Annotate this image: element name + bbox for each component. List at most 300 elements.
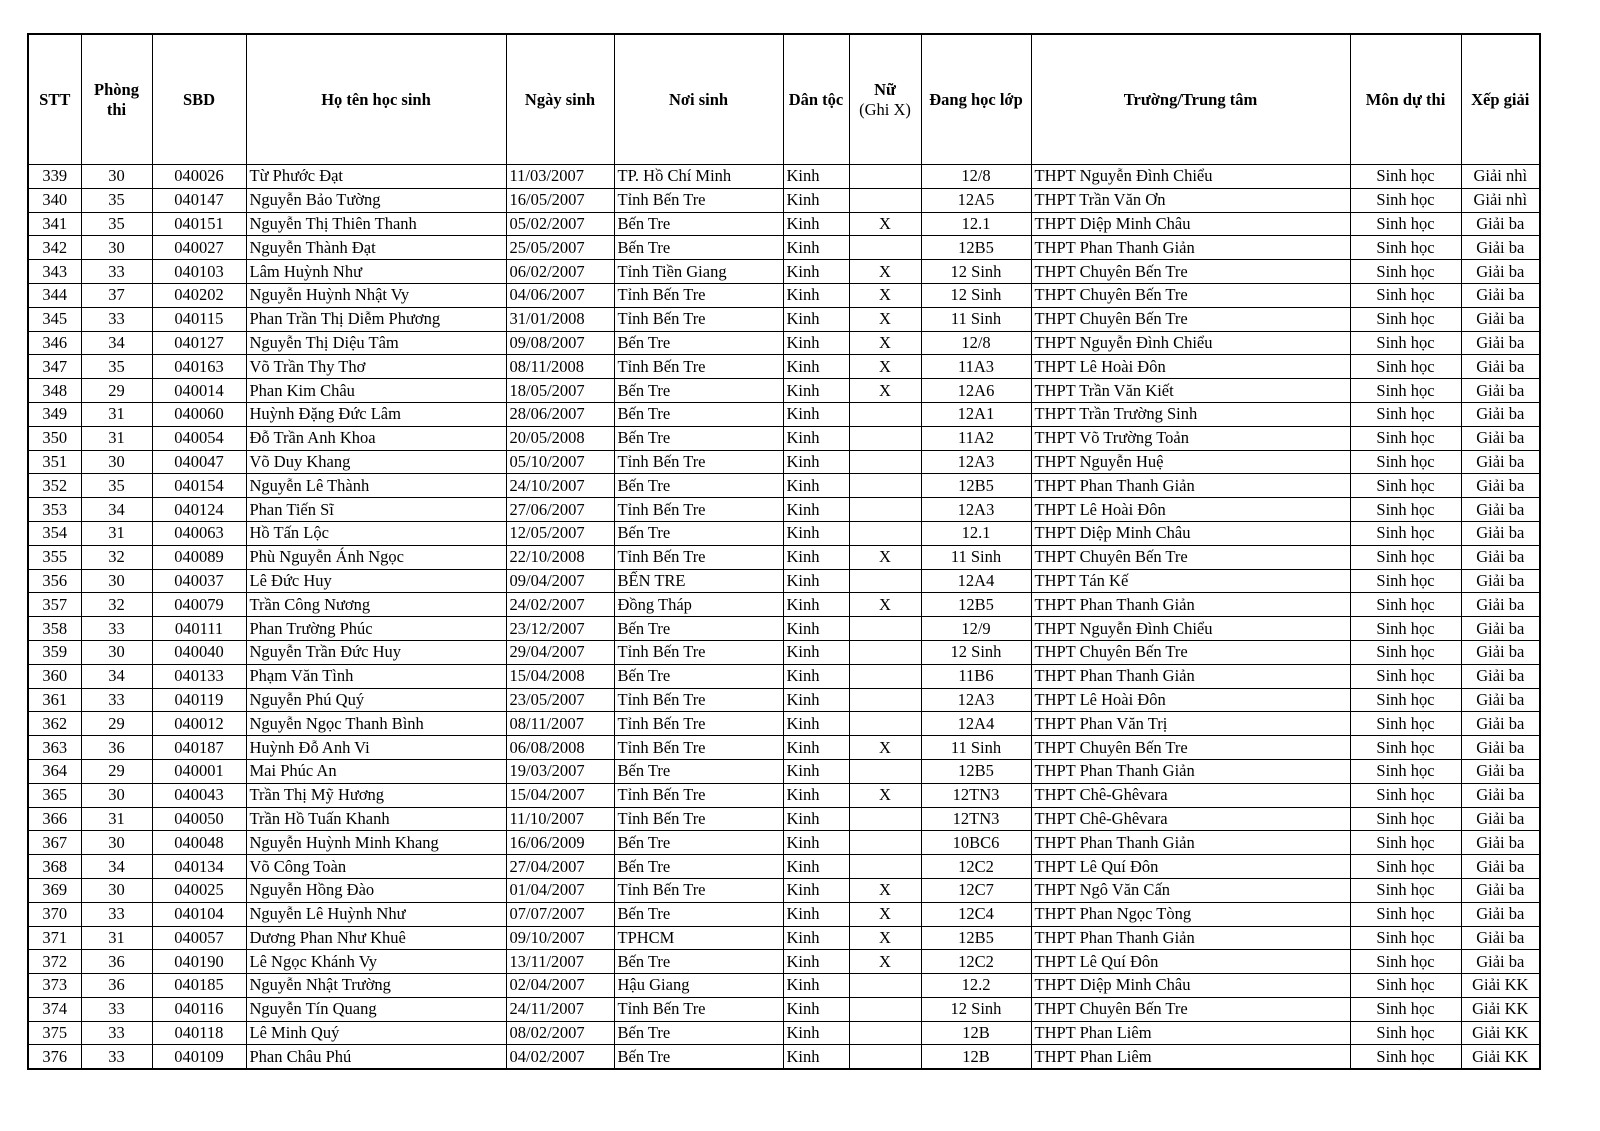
cell-nu [849,855,921,879]
cell-lop: 12 Sinh [921,283,1031,307]
cell-ngay-sinh: 23/12/2007 [506,617,614,641]
cell-ngay-sinh: 13/11/2007 [506,950,614,974]
table-row [28,1021,1540,1045]
cell-mon: Sinh học [1350,450,1461,474]
cell-sbd: 040025 [152,878,246,902]
cell-nu: X [849,260,921,284]
header-truong: Trường/Trung tâm [1031,34,1350,165]
cell-phong-thi: 36 [81,736,152,760]
cell-xep-giai: Giải nhì [1461,188,1540,212]
cell-truong: THPT Võ Trường Toản [1031,426,1350,450]
cell-stt: 350 [28,426,81,450]
table-row [28,974,1540,998]
cell-noi-sinh: Bến Tre [614,617,783,641]
cell-ngay-sinh: 16/06/2009 [506,831,614,855]
cell-noi-sinh: Tỉnh Bến Tre [614,712,783,736]
cell-xep-giai: Giải ba [1461,712,1540,736]
cell-sbd: 040124 [152,498,246,522]
cell-ho-ten: Lâm Huỳnh Như [246,260,506,284]
cell-lop: 12 Sinh [921,640,1031,664]
cell-sbd: 040104 [152,902,246,926]
cell-nu [849,402,921,426]
cell-truong: THPT Nguyễn Đình Chiểu [1031,165,1350,189]
cell-phong-thi: 32 [81,545,152,569]
cell-dan-toc: Kinh [783,950,849,974]
cell-xep-giai: Giải ba [1461,474,1540,498]
cell-xep-giai: Giải ba [1461,664,1540,688]
cell-truong: THPT Lê Quí Đôn [1031,950,1350,974]
cell-truong: THPT Diệp Minh Châu [1031,212,1350,236]
cell-noi-sinh: Bến Tre [614,831,783,855]
table-row [28,736,1540,760]
cell-ngay-sinh: 15/04/2007 [506,783,614,807]
cell-phong-thi: 34 [81,855,152,879]
cell-mon: Sinh học [1350,545,1461,569]
cell-noi-sinh: Bến Tre [614,331,783,355]
cell-ho-ten: Nguyễn Hồng Đào [246,878,506,902]
cell-lop: 12B [921,1045,1031,1069]
table-row [28,355,1540,379]
cell-ho-ten: Võ Duy Khang [246,450,506,474]
cell-xep-giai: Giải ba [1461,498,1540,522]
results-table [27,33,1541,1070]
cell-dan-toc: Kinh [783,617,849,641]
cell-ngay-sinh: 16/05/2007 [506,188,614,212]
cell-noi-sinh: Tỉnh Bến Tre [614,688,783,712]
cell-sbd: 040116 [152,997,246,1021]
cell-stt: 353 [28,498,81,522]
cell-dan-toc: Kinh [783,807,849,831]
cell-xep-giai: Giải ba [1461,569,1540,593]
cell-ho-ten: Phan Tiến Sĩ [246,498,506,522]
cell-mon: Sinh học [1350,783,1461,807]
cell-phong-thi: 35 [81,355,152,379]
cell-nu: X [849,331,921,355]
cell-stt: 359 [28,640,81,664]
cell-ngay-sinh: 07/07/2007 [506,902,614,926]
cell-sbd: 040103 [152,260,246,284]
cell-mon: Sinh học [1350,950,1461,974]
cell-dan-toc: Kinh [783,474,849,498]
table-row [28,878,1540,902]
cell-truong: THPT Phan Ngọc Tòng [1031,902,1350,926]
cell-ho-ten: Dương Phan Như Khuê [246,926,506,950]
table-header [28,34,1540,165]
cell-ngay-sinh: 24/10/2007 [506,474,614,498]
cell-lop: 12/8 [921,331,1031,355]
cell-nu [849,664,921,688]
cell-phong-thi: 34 [81,664,152,688]
cell-truong: THPT Chuyên Bến Tre [1031,736,1350,760]
table-row [28,855,1540,879]
cell-noi-sinh: BẾN TRE [614,569,783,593]
cell-dan-toc: Kinh [783,569,849,593]
cell-dan-toc: Kinh [783,1045,849,1069]
cell-mon: Sinh học [1350,664,1461,688]
table-row [28,950,1540,974]
cell-mon: Sinh học [1350,926,1461,950]
cell-xep-giai: Giải ba [1461,545,1540,569]
cell-stt: 358 [28,617,81,641]
cell-xep-giai: Giải ba [1461,855,1540,879]
cell-stt: 347 [28,355,81,379]
cell-xep-giai: Giải ba [1461,260,1540,284]
cell-truong: THPT Phan Thanh Giản [1031,664,1350,688]
cell-noi-sinh: Bến Tre [614,236,783,260]
cell-xep-giai: Giải ba [1461,379,1540,403]
cell-noi-sinh: Tỉnh Bến Tre [614,545,783,569]
cell-stt: 374 [28,997,81,1021]
cell-lop: 11A2 [921,426,1031,450]
cell-ho-ten: Nguyễn Huỳnh Minh Khang [246,831,506,855]
cell-ho-ten: Nguyễn Bảo Tường [246,188,506,212]
cell-lop: 12.1 [921,212,1031,236]
header-phong-thi: Phòng thi [81,34,152,165]
cell-noi-sinh: Bến Tre [614,474,783,498]
cell-ho-ten: Nguyễn Phú Quý [246,688,506,712]
cell-dan-toc: Kinh [783,878,849,902]
cell-truong: THPT Phan Thanh Giản [1031,236,1350,260]
cell-noi-sinh: Bến Tre [614,402,783,426]
cell-stt: 342 [28,236,81,260]
cell-mon: Sinh học [1350,355,1461,379]
cell-nu [849,521,921,545]
cell-truong: THPT Phan Thanh Giản [1031,831,1350,855]
header-dan-toc: Dân tộc [783,34,849,165]
cell-sbd: 040026 [152,165,246,189]
cell-nu [849,974,921,998]
cell-noi-sinh: TP. Hồ Chí Minh [614,165,783,189]
cell-phong-thi: 31 [81,426,152,450]
cell-phong-thi: 30 [81,236,152,260]
cell-sbd: 040001 [152,759,246,783]
cell-ho-ten: Phù Nguyễn Ánh Ngọc [246,545,506,569]
cell-mon: Sinh học [1350,283,1461,307]
cell-ngay-sinh: 08/02/2007 [506,1021,614,1045]
cell-lop: 11A3 [921,355,1031,379]
table-row [28,331,1540,355]
header-xep-giai: Xếp giải [1461,34,1540,165]
cell-ho-ten: Phan Trần Thị Diễm Phương [246,307,506,331]
cell-nu [849,165,921,189]
cell-truong: THPT Chuyên Bến Tre [1031,545,1350,569]
header-noi-sinh: Nơi sinh [614,34,783,165]
cell-mon: Sinh học [1350,474,1461,498]
cell-ho-ten: Trần Thị Mỹ Hương [246,783,506,807]
cell-xep-giai: Giải ba [1461,450,1540,474]
cell-nu: X [849,736,921,760]
cell-sbd: 040054 [152,426,246,450]
cell-mon: Sinh học [1350,426,1461,450]
cell-xep-giai: Giải ba [1461,759,1540,783]
cell-dan-toc: Kinh [783,260,849,284]
cell-ho-ten: Trần Công Nương [246,593,506,617]
table-row [28,450,1540,474]
cell-ngay-sinh: 19/03/2007 [506,759,614,783]
cell-ngay-sinh: 04/02/2007 [506,1045,614,1069]
cell-stt: 349 [28,402,81,426]
cell-noi-sinh: Bến Tre [614,521,783,545]
cell-dan-toc: Kinh [783,997,849,1021]
cell-noi-sinh: Bến Tre [614,664,783,688]
cell-xep-giai: Giải ba [1461,688,1540,712]
table-row [28,545,1540,569]
table-row [28,426,1540,450]
cell-ngay-sinh: 24/02/2007 [506,593,614,617]
cell-mon: Sinh học [1350,807,1461,831]
cell-stt: 363 [28,736,81,760]
cell-noi-sinh: Tỉnh Bến Tre [614,283,783,307]
cell-lop: 12A3 [921,450,1031,474]
cell-lop: 12B5 [921,236,1031,260]
cell-truong: THPT Trần Trường Sinh [1031,402,1350,426]
cell-stt: 355 [28,545,81,569]
cell-truong: THPT Trần Văn Kiết [1031,379,1350,403]
cell-lop: 12A3 [921,498,1031,522]
cell-nu [849,426,921,450]
cell-mon: Sinh học [1350,640,1461,664]
cell-phong-thi: 31 [81,807,152,831]
cell-phong-thi: 33 [81,1021,152,1045]
cell-nu: X [849,307,921,331]
cell-sbd: 040202 [152,283,246,307]
cell-dan-toc: Kinh [783,212,849,236]
cell-mon: Sinh học [1350,593,1461,617]
cell-phong-thi: 35 [81,188,152,212]
cell-dan-toc: Kinh [783,783,849,807]
cell-phong-thi: 33 [81,997,152,1021]
table-row [28,712,1540,736]
cell-lop: 12A1 [921,402,1031,426]
cell-stt: 367 [28,831,81,855]
cell-ngay-sinh: 09/04/2007 [506,569,614,593]
cell-mon: Sinh học [1350,736,1461,760]
cell-lop: 12TN3 [921,783,1031,807]
cell-ho-ten: Trần Hồ Tuấn Khanh [246,807,506,831]
cell-dan-toc: Kinh [783,283,849,307]
cell-stt: 364 [28,759,81,783]
cell-xep-giai: Giải KK [1461,1045,1540,1069]
cell-phong-thi: 33 [81,1045,152,1069]
cell-dan-toc: Kinh [783,355,849,379]
cell-xep-giai: Giải ba [1461,331,1540,355]
cell-lop: 12A4 [921,712,1031,736]
cell-sbd: 040151 [152,212,246,236]
cell-mon: Sinh học [1350,1045,1461,1069]
cell-sbd: 040134 [152,855,246,879]
cell-stt: 352 [28,474,81,498]
cell-dan-toc: Kinh [783,926,849,950]
cell-stt: 346 [28,331,81,355]
cell-phong-thi: 34 [81,331,152,355]
cell-lop: 11 Sinh [921,545,1031,569]
cell-xep-giai: Giải ba [1461,878,1540,902]
cell-nu: X [849,355,921,379]
cell-xep-giai: Giải ba [1461,640,1540,664]
cell-xep-giai: Giải ba [1461,783,1540,807]
cell-stt: 357 [28,593,81,617]
cell-truong: THPT Ngô Văn Cấn [1031,878,1350,902]
cell-nu: X [849,212,921,236]
cell-mon: Sinh học [1350,569,1461,593]
cell-noi-sinh: Tỉnh Bến Tre [614,450,783,474]
cell-ho-ten: Từ Phước Đạt [246,165,506,189]
cell-nu [849,1045,921,1069]
cell-sbd: 040133 [152,664,246,688]
cell-nu: X [849,545,921,569]
cell-sbd: 040063 [152,521,246,545]
table-row [28,593,1540,617]
cell-truong: THPT Phan Liêm [1031,1021,1350,1045]
cell-sbd: 040127 [152,331,246,355]
cell-stt: 375 [28,1021,81,1045]
cell-mon: Sinh học [1350,1021,1461,1045]
cell-noi-sinh: Bến Tre [614,902,783,926]
cell-stt: 370 [28,902,81,926]
cell-lop: 12B5 [921,474,1031,498]
cell-dan-toc: Kinh [783,402,849,426]
table-row [28,664,1540,688]
header-ngay-sinh: Ngày sinh [506,34,614,165]
table-row [28,688,1540,712]
cell-ngay-sinh: 08/11/2007 [506,712,614,736]
cell-sbd: 040163 [152,355,246,379]
cell-stt: 366 [28,807,81,831]
cell-truong: THPT Chuyên Bến Tre [1031,640,1350,664]
cell-phong-thi: 29 [81,712,152,736]
cell-nu [849,712,921,736]
cell-sbd: 040050 [152,807,246,831]
cell-ngay-sinh: 01/04/2007 [506,878,614,902]
cell-truong: THPT Lê Quí Đôn [1031,855,1350,879]
header-nu-sub: (Ghi X) [859,99,911,119]
cell-stt: 369 [28,878,81,902]
cell-truong: THPT Lê Hoài Đôn [1031,688,1350,712]
cell-xep-giai: Giải ba [1461,736,1540,760]
cell-stt: 340 [28,188,81,212]
cell-ngay-sinh: 05/10/2007 [506,450,614,474]
cell-truong: THPT Lê Hoài Đôn [1031,498,1350,522]
cell-noi-sinh: Tỉnh Bến Tre [614,640,783,664]
cell-xep-giai: Giải ba [1461,521,1540,545]
cell-ho-ten: Nguyễn Thành Đạt [246,236,506,260]
cell-lop: 12B5 [921,593,1031,617]
cell-nu: X [849,783,921,807]
cell-noi-sinh: Bến Tre [614,855,783,879]
table-row [28,188,1540,212]
cell-truong: THPT Diệp Minh Châu [1031,974,1350,998]
cell-mon: Sinh học [1350,902,1461,926]
cell-stt: 341 [28,212,81,236]
cell-mon: Sinh học [1350,712,1461,736]
cell-nu: X [849,379,921,403]
cell-ho-ten: Nguyễn Tín Quang [246,997,506,1021]
cell-noi-sinh: Tỉnh Bến Tre [614,355,783,379]
header-stt: STT [28,34,81,165]
cell-stt: 368 [28,855,81,879]
cell-lop: 11B6 [921,664,1031,688]
cell-ngay-sinh: 25/05/2007 [506,236,614,260]
cell-mon: Sinh học [1350,498,1461,522]
cell-dan-toc: Kinh [783,498,849,522]
cell-phong-thi: 30 [81,569,152,593]
cell-truong: THPT Chê-Ghêvara [1031,783,1350,807]
cell-sbd: 040012 [152,712,246,736]
cell-nu [849,997,921,1021]
cell-mon: Sinh học [1350,759,1461,783]
cell-phong-thi: 32 [81,593,152,617]
cell-phong-thi: 35 [81,212,152,236]
cell-sbd: 040111 [152,617,246,641]
cell-noi-sinh: Bến Tre [614,426,783,450]
cell-stt: 376 [28,1045,81,1069]
cell-mon: Sinh học [1350,974,1461,998]
header-ho-ten: Họ tên học sinh [246,34,506,165]
cell-noi-sinh: Bến Tre [614,212,783,236]
cell-xep-giai: Giải ba [1461,617,1540,641]
table-body [28,165,1540,1070]
cell-stt: 343 [28,260,81,284]
header-mon: Môn dự thi [1350,34,1461,165]
cell-mon: Sinh học [1350,188,1461,212]
cell-truong: THPT Nguyễn Đình Chiểu [1031,617,1350,641]
cell-truong: THPT Phan Liêm [1031,1045,1350,1069]
cell-xep-giai: Giải ba [1461,807,1540,831]
cell-ngay-sinh: 29/04/2007 [506,640,614,664]
cell-noi-sinh: Tỉnh Tiền Giang [614,260,783,284]
cell-noi-sinh: Tỉnh Bến Tre [614,188,783,212]
cell-ho-ten: Võ Công Toàn [246,855,506,879]
cell-dan-toc: Kinh [783,640,849,664]
cell-xep-giai: Giải ba [1461,236,1540,260]
cell-mon: Sinh học [1350,260,1461,284]
cell-phong-thi: 36 [81,974,152,998]
cell-sbd: 040187 [152,736,246,760]
cell-phong-thi: 37 [81,283,152,307]
table-row [28,902,1540,926]
cell-phong-thi: 30 [81,878,152,902]
cell-dan-toc: Kinh [783,545,849,569]
cell-lop: 12.1 [921,521,1031,545]
cell-dan-toc: Kinh [783,831,849,855]
cell-lop: 12A5 [921,188,1031,212]
cell-truong: THPT Phan Văn Trị [1031,712,1350,736]
table-row [28,402,1540,426]
cell-ngay-sinh: 04/06/2007 [506,283,614,307]
cell-lop: 12B5 [921,759,1031,783]
cell-ngay-sinh: 22/10/2008 [506,545,614,569]
cell-nu [849,569,921,593]
cell-lop: 12B [921,1021,1031,1045]
cell-nu: X [849,950,921,974]
cell-dan-toc: Kinh [783,974,849,998]
cell-ngay-sinh: 23/05/2007 [506,688,614,712]
cell-ngay-sinh: 18/05/2007 [506,379,614,403]
cell-phong-thi: 30 [81,783,152,807]
cell-sbd: 040109 [152,1045,246,1069]
cell-phong-thi: 33 [81,260,152,284]
cell-sbd: 040048 [152,831,246,855]
cell-sbd: 040060 [152,402,246,426]
table-row [28,569,1540,593]
cell-nu [849,1021,921,1045]
table-row [28,283,1540,307]
cell-stt: 345 [28,307,81,331]
cell-noi-sinh: Hậu Giang [614,974,783,998]
cell-nu: X [849,878,921,902]
table-row [28,807,1540,831]
cell-sbd: 040190 [152,950,246,974]
